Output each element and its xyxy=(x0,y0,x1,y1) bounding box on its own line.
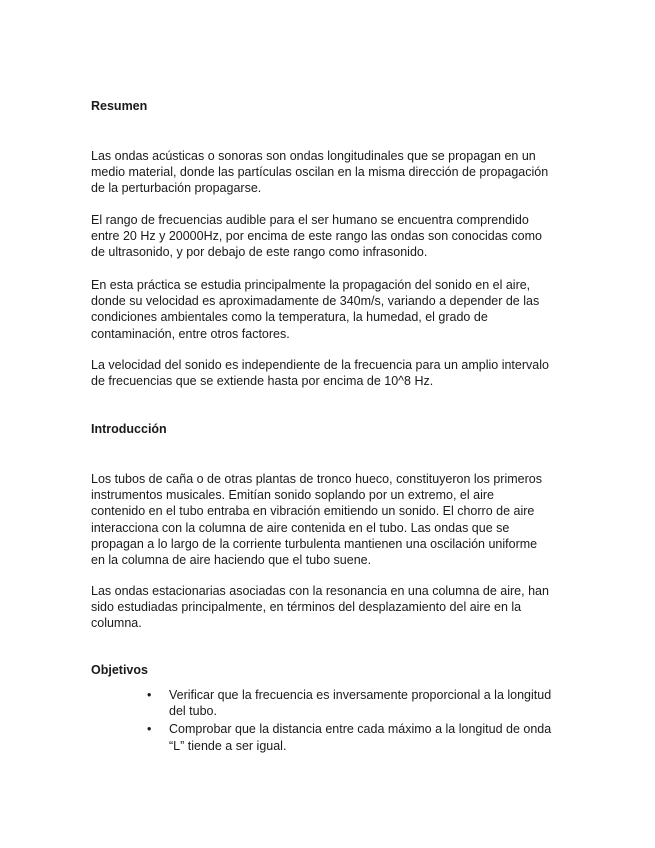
introduccion-paragraph-2 xyxy=(91,583,571,632)
text-line: Los tubos de caña o de otras plantas de tronco hueco, constituyeron los primeros xyxy=(91,472,542,486)
text-line: entre 20 Hz y 20000Hz, por encima de este rango las ondas son conocidas como xyxy=(91,229,542,244)
bullet-icon: • xyxy=(147,722,152,737)
text-line: El rango de frecuencias audible para el ser humano se encuentra comprendido xyxy=(91,213,529,227)
text-line: Comprobar que la distancia entre cada máximo a la longitud de onda xyxy=(169,722,552,737)
text-line: medio material, donde las partículas oscilan en la misma dirección de propagación xyxy=(91,165,549,180)
list-item xyxy=(91,687,571,719)
introduccion-paragraph-1 xyxy=(91,471,571,568)
resumen-paragraph-2 xyxy=(91,212,571,261)
objetivos-heading: Objetivos xyxy=(91,663,148,677)
text-line: La velocidad del sonido es independiente de la frecuencia para un amplio intervalo xyxy=(91,358,549,372)
objetivos-list xyxy=(91,687,571,756)
resumen-paragraph-1 xyxy=(91,148,571,197)
text-line: Verificar que la frecuencia es inversamente proporcional a la longitud xyxy=(169,688,552,702)
text-line: Las ondas acústicas o sonoras son ondas longitudinales que se propagan en un xyxy=(91,149,536,163)
resumen-paragraph-4 xyxy=(91,357,571,389)
resumen-heading: Resumen xyxy=(91,99,148,113)
text-line: columna. xyxy=(91,616,142,631)
text-line: contenido en el tubo entraba en vibración emitiendo un sonido. El chorro de aire xyxy=(91,504,535,519)
text-line: En esta práctica se estudia principalmente la propagación del sonido en el aire, xyxy=(91,278,531,292)
text-line: del tubo. xyxy=(169,704,217,719)
text-line: en la columna de aire haciendo que el tubo suene. xyxy=(91,553,372,568)
text-line: de ultrasonido, y por debajo de este rango como infrasonido. xyxy=(91,245,428,260)
text-line: instrumentos musicales. Emitían sonido soplando por un extremo, el aire xyxy=(91,488,494,503)
text-line: sido estudiadas principalmente, en términos del desplazamiento del aire en la xyxy=(91,600,522,615)
text-line: condiciones ambientales como la temperatura, la humedad, el grado de xyxy=(91,310,488,325)
text-line: propagan a lo largo de la corriente turbulenta mantienen una oscilación uniforme xyxy=(91,536,538,551)
text-line: interacciona con la columna de aire contenida en el tubo. Las ondas que se xyxy=(91,520,510,535)
list-item xyxy=(91,721,571,753)
text-line: Las ondas estacionarias asociadas con la resonancia en una columna de aire, han xyxy=(91,584,549,598)
text-line: contaminación, entre otros factores. xyxy=(91,326,290,341)
introduccion-heading: Introducción xyxy=(91,422,167,436)
bullet-icon: • xyxy=(147,688,152,702)
text-line: donde su velocidad es aproximadamente de 340m/s, variando a depender de las xyxy=(91,294,540,309)
resumen-paragraph-3 xyxy=(91,277,571,342)
text-line: de la perturbación propagarse. xyxy=(91,181,262,196)
text-line: de frecuencias que se extiende hasta por encima de 10^8 Hz. xyxy=(91,374,434,389)
text-line: “L” tiende a ser igual. xyxy=(169,738,287,753)
